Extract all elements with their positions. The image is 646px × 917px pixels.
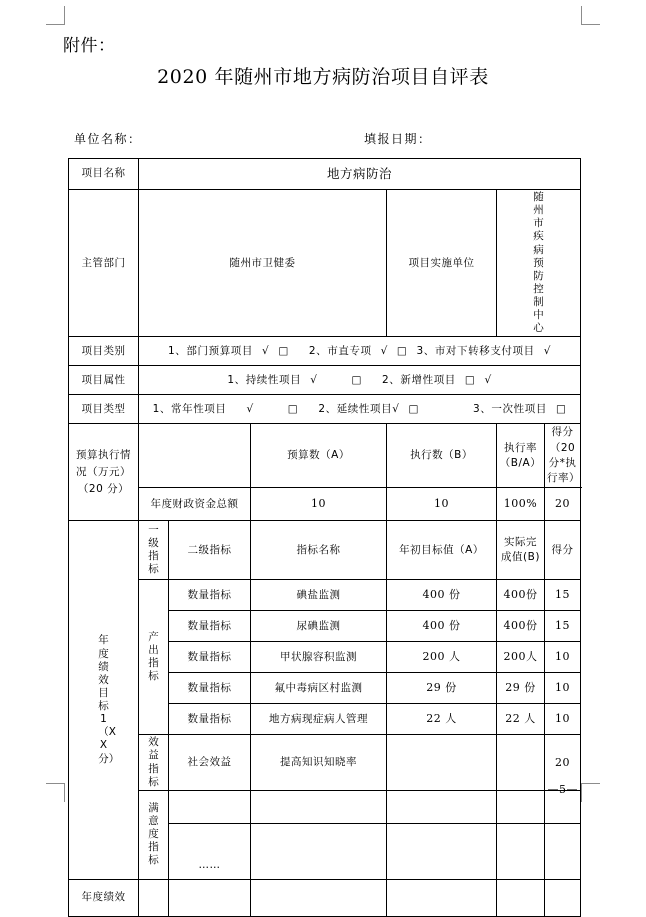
perf-header-target: 年初目标值（A） [387,521,497,580]
table-row [69,735,581,791]
table-row-perf-header [69,521,581,580]
attribute-option-2-text: 2、新增性项目 [382,373,456,386]
output-row-3-target: 29 份 [387,673,497,704]
attribute-option-2-box[interactable]: □ [464,373,476,386]
level1-header-text: 一级指标 [148,524,159,576]
perf-section-label-text: 年度绩效目标1（XX分） [98,634,120,765]
category-option-2-box[interactable]: □ [396,344,408,357]
satisfaction-row-0-actual [497,790,545,823]
output-group-label-text: 产出指标 [148,631,159,683]
satisfaction-row-0-level2 [169,790,251,823]
self-evaluation-table [68,158,581,917]
output-row-0-score: 15 [545,580,581,611]
output-row-4-target: 22 人 [387,704,497,735]
attachment-label: 附件： [63,36,116,56]
attribute-option-1-check[interactable]: √ [310,373,318,386]
table-row [69,790,581,823]
annual-perf-c6 [497,879,545,916]
attribute-option-1-box[interactable]: □ [351,373,363,386]
perf-header-name: 指标名称 [251,521,387,580]
category-option-2-text: 2、市直专项 [308,344,372,357]
benefit-row-actual [497,735,545,791]
category-option-3-check[interactable]: √ [543,344,552,357]
output-row-3-score: 10 [545,673,581,704]
project-name-label: 项目名称 [69,159,139,190]
type-options [139,395,581,424]
type-option-3-text: 3、一次性项目 [473,402,547,415]
report-date-label: 填报日期： [364,132,432,146]
output-row-2-name: 甲状腺容积监测 [251,642,387,673]
output-row-1-actual: 400份 [497,611,545,642]
table-row [69,580,581,611]
attribute-option-2-check[interactable]: √ [484,373,492,386]
category-option-1-text: 1、部门预算项目 [168,344,254,357]
type-option-2-check[interactable]: √ [392,402,400,415]
budget-header-blank [139,424,251,488]
level1-header [139,521,169,580]
budget-header-a: 预算数（A） [251,424,387,488]
budget-section-label: 预算执行情况（万元）（20 分） [69,424,139,521]
benefit-row-name: 提高知识知晓率 [251,735,387,791]
output-row-1-target: 400 份 [387,611,497,642]
benefit-row-level2: 社会效益 [169,735,251,791]
type-option-1-text: 1、常年性项目 [152,402,227,415]
type-option-3-box[interactable]: □ [555,402,567,415]
authority-label: 主管部门 [69,190,139,337]
crop-mark-bottom-left [46,783,65,802]
crop-mark-bottom-right [581,783,600,802]
output-group-label [139,580,169,735]
output-row-3-name: 氟中毒病区村监测 [251,673,387,704]
category-option-2-check[interactable]: √ [380,344,388,357]
output-row-0-level2: 数量指标 [169,580,251,611]
category-option-1-box[interactable]: □ [278,344,289,357]
output-row-4-score: 10 [545,704,581,735]
annual-perf-label: 年度绩效 [69,879,139,916]
table-row-type [69,395,581,424]
authority-value: 随州市卫健委 [139,190,387,337]
budget-row-a: 10 [251,488,387,521]
type-option-1-box[interactable]: □ [287,402,299,415]
impl-unit-label: 项目实施单位 [387,190,497,337]
output-row-4-name: 地方病现症病人管理 [251,704,387,735]
type-label: 项目类型 [69,395,139,424]
attribute-label: 项目属性 [69,366,139,395]
category-option-3-text: 3、市对下转移支付项目 [416,344,535,357]
satisfaction-row-0-target [387,790,497,823]
attribute-option-1-text: 1、持续性项目 [227,373,302,386]
satisfaction-group-label-text: 满意度指标 [148,801,159,867]
output-row-2-level2: 数量指标 [169,642,251,673]
category-option-1-check[interactable]: √ [262,344,270,357]
output-row-1-level2: 数量指标 [169,611,251,642]
budget-row-rate: 100% [497,488,545,521]
table-row-project-name [69,159,581,190]
annual-perf-c7 [545,879,581,916]
output-row-1-name: 尿碘监测 [251,611,387,642]
unit-name-label: 单位名称： [74,132,142,146]
type-option-2-text: 2、延续性项目 [318,402,393,415]
crop-mark-top-left [46,6,65,25]
type-option-2-box[interactable]: □ [408,402,420,415]
annual-perf-c2 [139,879,169,916]
output-row-1-score: 15 [545,611,581,642]
impl-unit-value-text: 随州市疾病预防控制中心 [533,191,544,335]
budget-row-b: 10 [387,488,497,521]
benefit-row-target [387,735,497,791]
budget-row-score: 20 [545,488,581,521]
crop-mark-top-right [581,6,600,25]
table-row-annual-perf [69,879,581,916]
annual-perf-c5 [387,879,497,916]
satisfaction-group-label [139,790,169,879]
satisfaction-row-0-name [251,790,387,823]
output-row-0-target: 400 份 [387,580,497,611]
output-row-2-score: 10 [545,642,581,673]
output-row-4-actual: 22 人 [497,704,545,735]
perf-header-actual: 实际完成值(B) [497,521,545,580]
category-label: 项目类别 [69,337,139,366]
output-row-4-level2: 数量指标 [169,704,251,735]
output-row-0-name: 碘盐监测 [251,580,387,611]
project-name-value: 地方病防治 [139,159,581,190]
impl-unit-value [497,190,581,337]
page-title: 2020 年随州市地方病防治项目自评表 [157,66,489,88]
table-row-authority [69,190,581,337]
output-row-3-actual: 29 份 [497,673,545,704]
category-options [139,337,581,366]
benefit-row-score: 20 [545,735,581,791]
budget-header-score: 得分（20 分*执行率） [545,424,581,488]
perf-header-score: 得分 [545,521,581,580]
table-row-budget-header [69,424,581,488]
output-row-2-actual: 200人 [497,642,545,673]
output-row-2-target: 200 人 [387,642,497,673]
attribute-options [139,366,581,395]
table-row-budget-values [69,488,581,521]
benefit-group-label-text: 效益指标 [148,736,159,788]
type-option-1-check[interactable]: √ [246,402,254,415]
output-row-3-level2: 数量指标 [169,673,251,704]
budget-header-rate: 执行率（B/A） [497,424,545,488]
perf-section-label [69,521,139,880]
budget-header-b: 执行数（B） [387,424,497,488]
output-row-0-actual: 400份 [497,580,545,611]
budget-row-name: 年度财政资金总额 [139,488,251,521]
perf-header-level2: 二级指标 [169,521,251,580]
satisfaction-row-1-level2: …… [169,823,251,879]
annual-perf-c3 [169,879,251,916]
meta-row [74,130,544,147]
benefit-group-label [139,735,169,791]
page-number: —5— [547,783,578,796]
table-row-category [69,337,581,366]
annual-perf-c4 [251,879,387,916]
table-row-attribute [69,366,581,395]
